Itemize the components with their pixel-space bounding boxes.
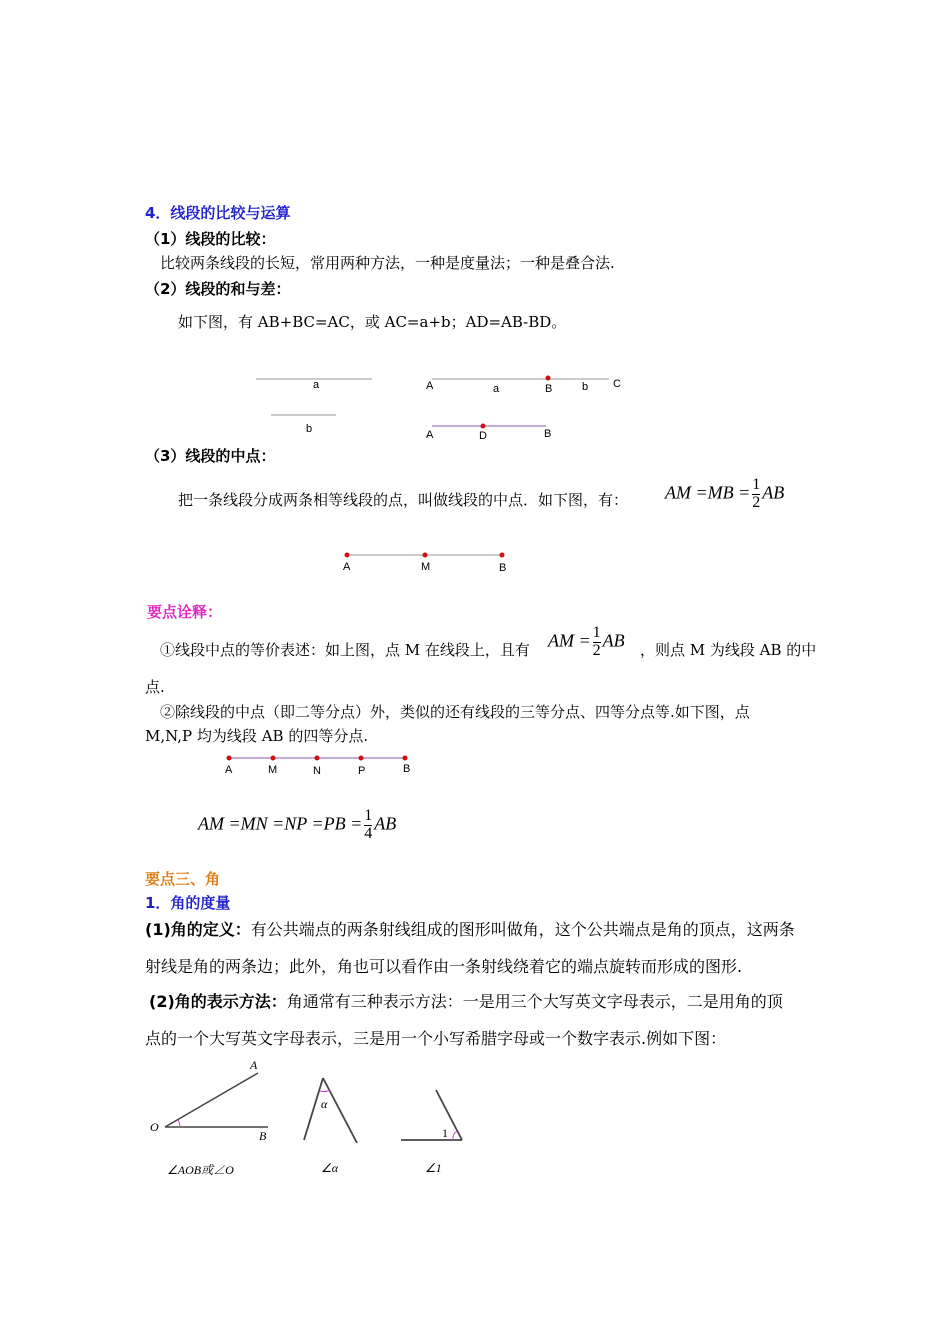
denominator: 4 — [364, 824, 373, 842]
point-label: B — [544, 428, 552, 440]
point-label: B — [499, 562, 507, 574]
angle-representation-cont: 点的一个大写英文字母表示，三是用一个小写希腊字母或一个数字表示.例如下图： — [145, 1029, 727, 1048]
angle-caption: ∠AOB或∠O — [167, 1163, 234, 1177]
vertex-label-a: A — [250, 1058, 258, 1072]
paragraph: 比较两条线段的长短，常用两种方法，一种是度量法；一种是叠合法. — [160, 254, 615, 272]
point-label: N — [313, 765, 321, 777]
note-2-cont: M,N,P 均为线段 AB 的四等分点. — [145, 727, 369, 745]
segment-label: b — [582, 381, 589, 393]
note-1-text: ①线段中点的等价表述：如上图，点 M 在线段上，且有 — [160, 641, 530, 659]
paragraph: 如下图，有 AB+BC=AC，或 AC=a+b；AD=AB-BD。 — [178, 313, 567, 331]
subsection-title: （3）线段的中点： — [145, 447, 276, 465]
vertex-label-b: B — [259, 1129, 267, 1143]
subsection-title: 1．角的度量 — [145, 894, 231, 912]
segment-label: a — [493, 383, 500, 395]
angle-caption: ∠1 — [425, 1161, 442, 1175]
angle-caption: ∠α — [321, 1161, 339, 1175]
section-title: 4．线段的比较与运算 — [145, 204, 291, 222]
point-label: C — [613, 378, 621, 390]
formula-rhs: AB — [602, 630, 625, 651]
formula-rhs: AB — [374, 813, 397, 834]
angle-definition-cont: 射线是角的两条边；此外，角也可以看作由一条射线绕着它的端点旋转而形成的图形. — [145, 957, 743, 976]
definition-label: (1)角的定义： — [145, 920, 251, 939]
point-label: M — [268, 764, 278, 776]
angle-number-label: 1 — [442, 1126, 448, 1140]
vertex-label-o: O — [150, 1120, 159, 1134]
formula-rhs: AB — [762, 482, 785, 503]
formula-lhs: AM =MN =NP =PB = — [198, 813, 363, 834]
point-label: A — [225, 764, 233, 776]
note-1-post: ，则点 M 为线段 AB 的中 — [640, 641, 817, 659]
note-1-cont: 点. — [145, 678, 165, 696]
formula-lhs: AM =MB = — [665, 482, 751, 503]
point-label: B — [545, 383, 553, 395]
point-label: A — [426, 380, 434, 392]
representation-text: 角通常有三种表示方法：一是用三个大写英文字母表示，二是用角的顶 — [286, 992, 783, 1011]
subsection-title: （1）线段的比较： — [145, 230, 276, 248]
representation-label: (2)角的表示方法： — [149, 992, 287, 1011]
segment-label-b: b — [306, 423, 313, 435]
numerator: 1 — [364, 807, 373, 824]
subsection-title: （2）线段的和与差： — [145, 280, 291, 298]
point-label: P — [358, 765, 366, 777]
definition-text: 有公共端点的两条射线组成的图形叫做角，这个公共端点是角的顶点，这两条 — [250, 920, 795, 939]
paragraph: 把一条线段分成两条相等线段的点，叫做线段的中点．如下图，有： — [178, 491, 629, 509]
point-label: A — [343, 561, 351, 573]
numerator: 1 — [752, 476, 761, 493]
point-label: D — [479, 430, 487, 442]
denominator: 2 — [592, 641, 601, 659]
formula-lhs: AM = — [548, 630, 591, 651]
numerator: 1 — [592, 624, 601, 641]
alpha-label: α — [321, 1097, 328, 1111]
point-label: M — [421, 561, 431, 573]
segment-label-a: a — [313, 379, 320, 391]
section-title: 要点三、角 — [145, 870, 221, 888]
point-label: B — [403, 763, 411, 775]
note-2: ②除线段的中点（即二等分点）外，类似的还有线段的三等分点、四等分点等.如下图，点 — [160, 703, 750, 721]
notes-title: 要点诠释： — [147, 603, 223, 621]
point-label: A — [426, 429, 434, 441]
denominator: 2 — [752, 493, 761, 511]
